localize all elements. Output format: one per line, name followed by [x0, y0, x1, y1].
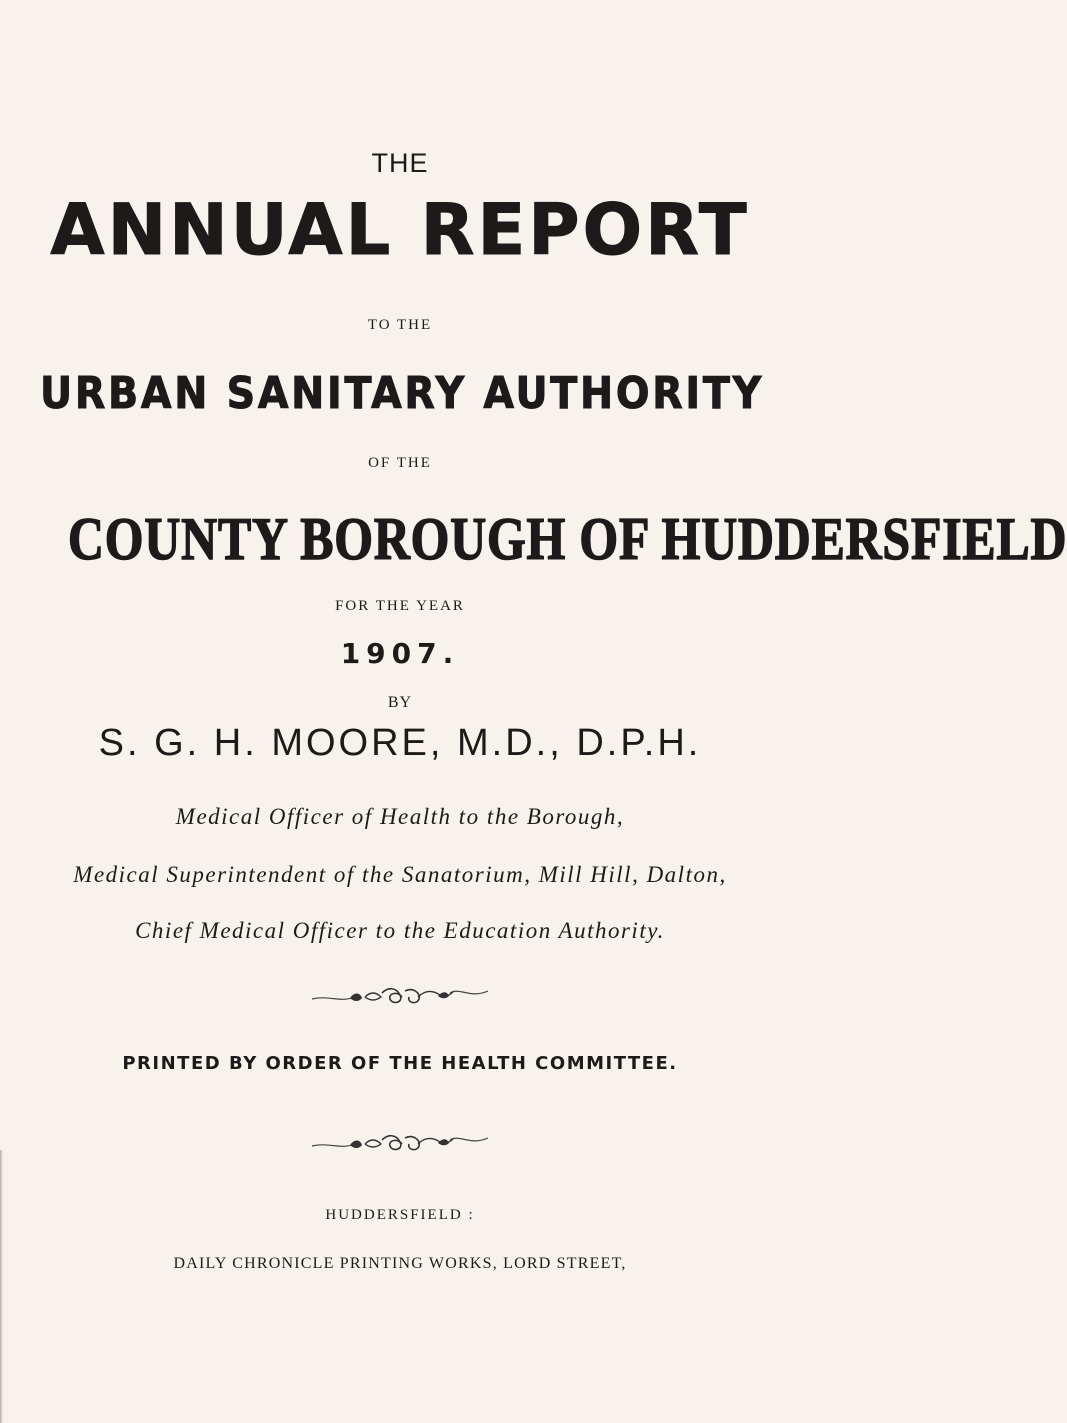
of-the-label: OF THE [368, 455, 432, 471]
author-name: S. G. H. MOORE, M.D., D.P.H. [98, 722, 702, 764]
title-annual-report: ANNUAL REPORT [50, 189, 750, 271]
borough-heading: COUNTY BOROUGH OF HUDDERSFIELD [68, 506, 1067, 572]
for-the-year-label: FOR THE YEAR [335, 598, 465, 614]
printed-by-notice: PRINTED BY ORDER OF THE HEALTH COMMITTEE. [122, 1053, 678, 1074]
title-the: THE [371, 148, 429, 178]
authority-heading: URBAN SANITARY AUTHORITY [40, 368, 764, 419]
author-role-1: Medical Officer of Health to the Borough, [175, 804, 625, 829]
author-role-2: Medical Superintendent of the Sanatorium, Mill Hill, Dalton, [73, 862, 727, 887]
printer-name: DAILY CHRONICLE PRINTING WORKS, LORD STREET, [173, 1255, 627, 1272]
author-role-3: Chief Medical Officer to the Education Authority. [135, 918, 665, 943]
to-the-label: TO THE [367, 317, 433, 333]
print-location: HUDDERSFIELD : [325, 1207, 475, 1223]
page-edge-shadow [0, 1150, 3, 1423]
scroll-ornament-icon [310, 983, 490, 1009]
scroll-ornament-icon [310, 1130, 490, 1156]
by-label: BY [387, 694, 413, 711]
report-year: 1907. [340, 637, 460, 670]
